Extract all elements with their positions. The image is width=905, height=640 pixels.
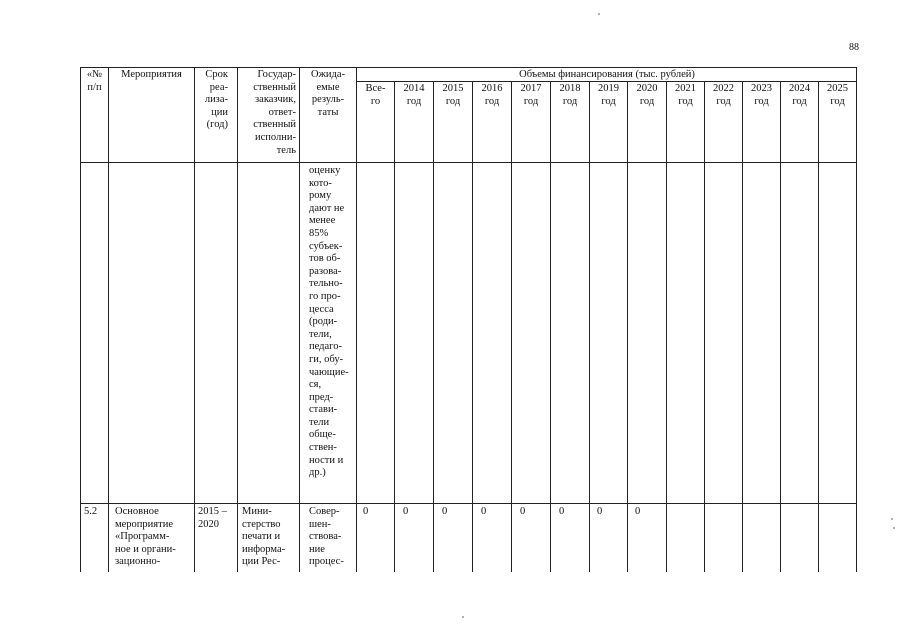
row-5-2-results: Совер- шен- ствова- ние процес- (309, 506, 344, 568)
row-5-2-num: 5.2 (84, 506, 98, 517)
group-header-divider (356, 81, 857, 82)
row-5-2-term: 2015 – 2020 (198, 506, 227, 530)
col-divider (742, 81, 743, 572)
col-divider (818, 81, 819, 572)
col-divider (550, 81, 551, 572)
header-year: 2020 год (636, 83, 658, 107)
header-num: «№ п/п (86, 69, 103, 93)
row-5-2-customer: Мини- стерство печати и информа- ции Рес- (242, 506, 286, 568)
header-bottom-divider (80, 162, 857, 163)
col-divider (472, 81, 473, 572)
header-year: 2023 год (751, 83, 772, 107)
col-divider (433, 81, 434, 572)
header-customer: Государ- ственный заказчик, ответ- ственный исполни- тель (253, 69, 296, 156)
row-5-2-value: 0 (442, 506, 448, 517)
row-5-2-value: 0 (559, 506, 565, 517)
header-year: 2024 год (789, 83, 810, 107)
header-year: 2015 год (442, 83, 464, 107)
row-5-2-value: 0 (520, 506, 526, 517)
page-number: 88 (849, 42, 859, 53)
col-divider (704, 81, 705, 572)
col-divider (299, 67, 300, 572)
scan-speck (462, 616, 464, 618)
header-year: 2025 год (827, 83, 848, 107)
table-border-right (856, 67, 857, 572)
continuation-results-cell: оценку кото- рому дают не менее 85% субъек- тов об- разова- тельно- го про- цесса (роди- тели, педаго- ги, обу- чающие- ся, пред- стави- тели обще- ствен- ности и др.) (309, 165, 349, 479)
row-5-2-value: 0 (403, 506, 409, 517)
header-year: 2019 год (598, 83, 619, 107)
row-5-2-value: 0 (635, 506, 641, 517)
col-divider (589, 81, 590, 572)
scan-speck (598, 13, 600, 15)
header-measure: Мероприятия (121, 69, 182, 80)
col-divider (511, 81, 512, 572)
col-divider (194, 67, 195, 572)
header-funding-group: Объемы финансирования (тыс. рублей) (519, 69, 695, 80)
row-divider (80, 503, 857, 504)
row-5-2-value: 0 (597, 506, 603, 517)
col-divider (627, 81, 628, 572)
header-year: 2018 год (559, 83, 581, 107)
col-divider (108, 67, 109, 572)
row-5-2-measure: Основное мероприятие «Программ- ное и органи- зационно- (115, 506, 176, 568)
header-results: Ожида- емые резуль- таты (311, 69, 345, 118)
row-5-2-value: 0 (363, 506, 369, 517)
header-year: 2021 год (675, 83, 696, 107)
table-border-left (80, 67, 81, 572)
scan-speck (893, 527, 895, 529)
header-year: 2022 год (713, 83, 734, 107)
col-divider (356, 67, 357, 572)
header-year: 2017 год (520, 83, 542, 107)
header-term: Срок реа- лиза- ции (год) (204, 69, 228, 131)
table-border-top (80, 67, 857, 68)
scan-speck (891, 518, 893, 520)
col-divider (780, 81, 781, 572)
col-divider (666, 81, 667, 572)
header-year: 2016 год (481, 83, 503, 107)
col-divider (394, 81, 395, 572)
header-year: 2014 год (403, 83, 425, 107)
row-5-2-value: 0 (481, 506, 487, 517)
header-total: Все- го (365, 83, 386, 107)
